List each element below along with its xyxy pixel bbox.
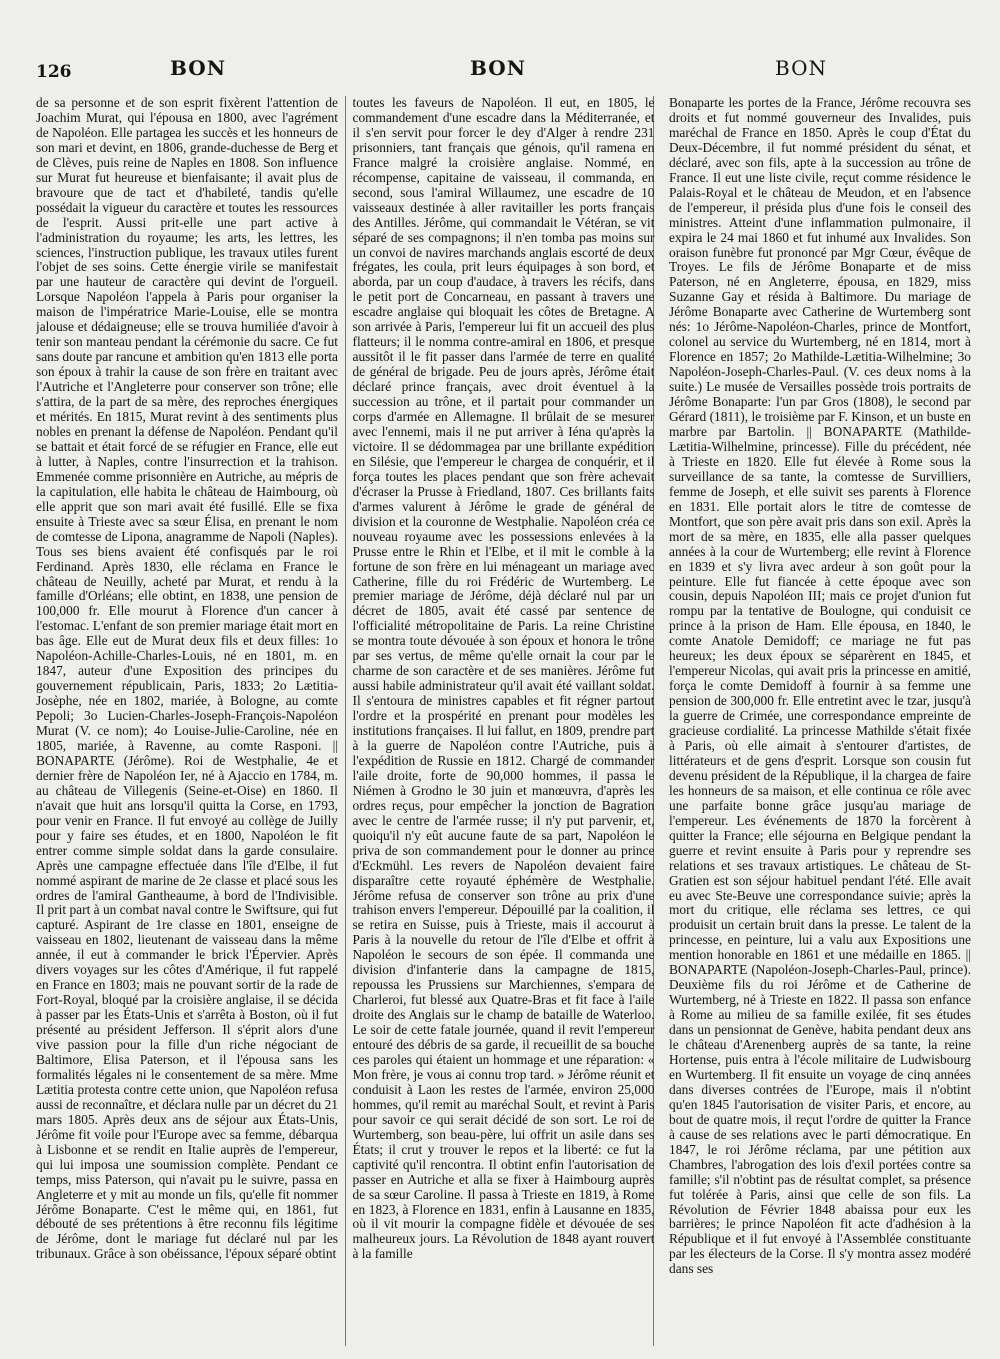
- running-head-right: BON: [775, 56, 827, 80]
- text-columns: [36, 96, 971, 1346]
- column-middle: [353, 96, 655, 1346]
- column-text: Bonaparte les portes de la France, Jérôme recouvra ses droits et fut nommé gouverneur des Invalides, puis maréchal de France en 1850. Après le coup d'État du Deux-Décembre, il fut nommé président du sénat, et déclaré, avec son fils, apte à la succession au trône de France. Il eut une liste civile, reçut comme résidence le Palais-Royal et le château de Meudon, et en l'absence de l'empereur, il présida plus d'une fois le conseil des ministres. Atteint d'une inflammation pulmonaire, il expira le 24 mai 1860 et fut inhumé aux Invalides. Son oraison funèbre fut prononcé par Mgr Cœur, évêque de Troyes. Le fils de Jérôme Bonaparte et de miss Paterson, né en Angleterre, épousa, en 1829, miss Suzanne Gay et résida à Baltimore. Du mariage de Jérôme Bonaparte avec Catherine de Wurtemberg sont nés: 1o Jérôme-Napoléon-Charles, prince de Montfort, colonel au service du Wurtemberg, né en 1814, mort à Florence en 1857; 2o Mathilde-Lætitia-Wilhelmine; 3o Napoléon-Joseph-Charles-Paul. (V. ces deux noms à la suite.) Le musée de Versailles possède trois portraits de Jérôme Bonaparte: l'un par Gros (1808), le second par Gérard (1811), le troisième par F. Kinson, et un buste en marbre par Bartolin. || BONAPARTE (Mathilde-Lætitia-Wilhelmine, princesse). Fille du précédent, née à Trieste en 1820. Elle fut élevée à Rome sous la surveillance de sa tante, la comtesse de Survilliers, femme de Joseph, et elle suivit ses parents à Florence en 1831. Elle portait alors le titre de comtesse de Montfort, que son père avait pris dans son exil. Après la mort de sa mère, en 1835, elle alla passer quelques années à la cour de Wurtemberg; elle revint à Florence en 1839 et s'y livra avec ardeur à son goût pour la peinture. Elle fut fiancée à cette époque avec son cousin, depuis Napoléon III; mais ce projet d'union fut rompu par la tentative de Boulogne, qui conduisit ce prince à la prison de Ham. Elle épousa, en 1840, le comte Anatole Demidoff; ce mariage ne fut pas heureux; les deux époux se séparèrent en 1845, et l'empereur Nicolas, qui avait pris la princesse en amitié, força le comte Demidoff à fournir à sa femme une pension de 300,000 fr. Elle entretint avec le tzar, jusqu'à la guerre de Crimée, une correspondance empreinte de gracieuse cordialité. La princesse Mathilde s'était fixée à Paris, où elle aimait à s'entourer d'artistes, de littérateurs et de gens d'esprit. Lorsque son cousin fut devenu président de la République, il la chargea de faire les honneurs de sa maison, et elle continua ce rôle avec une parfaite bonne grâce jusqu'au mariage de l'empereur. Les événements de 1870 la forcèrent à quitter la France; elle séjourna en Belgique pendant la guerre et revint ensuite à Paris pour y reprendre ses relations et ses travaux artistiques. Le château de St-Gratien est son séjour habituel pendant l'été. Elle avait eu avec Ste-Beuve une correspondance suivie; après la mort du critique, elle réclama ses lettres, ce qui produisit un certain bruit dans la presse. Le talent de la princesse, en peinture, lui a valu aux Expositions une mention honorable en 1861 et une médaille en 1865. || BONAPARTE (Napoléon-Joseph-Charles-Paul, prince). Deuxième fils du roi Jérôme et de Catherine de Wurtemberg, né à Trieste en 1822. Il passa son enfance à Rome au milieu de sa famille exilée, fit ses études dans un pensionnat de Genève, habita pendant deux ans le château d'Arenenberg auprès de sa tante, la reine Hortense, puis entra à l'école militaire de Ludwisbourg en Wurtemberg. Il fit ensuite un voyage de cinq années dans diverses contrées de l'Europe, mais il n'obtint qu'en 1845 l'autorisation de visiter Paris, et encore, au bout de quatre mois, il reçut l'ordre de quitter la France à cause de ses relations avec le parti démocratique. En 1847, le roi Jérôme réclama, par une pétition aux Chambres, l'abrogation des lois d'exil portées contre sa famille; s'il n'obtint pas de résultat complet, sa présence fut tolérée à Paris, ainsi que celle de son fils. La Révolution de Février 1848 abaissa pour eux les barrières; le prince Napoléon fit acte d'adhésion à la République et il fut envoyé à l'Assemblée constituante par les électeurs de la Corse. Il s'y montra assez modéré dans ses: [669, 96, 971, 1277]
- page-number: 126: [36, 62, 72, 82]
- running-head-left: BON: [170, 56, 226, 80]
- column-text: toutes les faveurs de Napoléon. Il eut, en 1805, le commandement d'une escadre dans la Méditerranée, et il s'en servit pour forcer le dey d'Alger à rendre 231 prisonniers, tant français que génois, qu'il ramena en France malgré la croisière anglaise. Nommé, en récompense, capitaine de vaisseau, il commanda, en second, sous l'amiral Willaumez, une escadre de 10 vaisseaux destinée à aller ravitailler les ports français des Antilles. Jérôme, qui commandait le Vétéran, se vit séparé de ses compagnons; il n'en tomba pas moins sur un convoi de navires marchands anglais escorté de deux frégates, les coula, prit leurs équipages à son bord, et aborda, par un coup d'audace, à travers les récifs, dans le petit port de Concarneau, en passant à travers une escadre anglaise qui bloquait les côtes de Bretagne. A son arrivée à Paris, l'empereur lui fit un accueil des plus flatteurs; il le nomma contre-amiral en 1806, et presque aussitôt il le fit passer dans l'armée de terre en qualité de général de brigade. Peu de jours après, Jérôme était déclaré prince français, avec droit éventuel à la succession au trône, et il partait pour commander un corps d'armée en Allemagne. Il brûlait de se mesurer avec l'ennemi, mais il ne put arriver à Iéna qu'après la victoire. Il se dédommagea par une brillante expédition en Silésie, que l'empereur le chargea de conquérir, et il força toutes les places pendant que son frère achevait d'écraser la Prusse à Friedland, 1807. Ces brillants faits d'armes valurent à Jérôme le grade de général de division et la couronne de Westphalie. Napoléon créa ce nouveau royaume avec les possessions enlevées à la Prusse entre le Rhin et l'Elbe, et il mit le comble à la fortune de son frère en lui ménageant un mariage avec Catherine, fille du roi Frédéric de Wurtemberg. Le premier mariage de Jérôme, déjà déclaré nul par un décret de 1805, avait été cassé par sentence de l'officialité métropolitaine de Paris. La reine Christine se montra toute dévouée à son époux et honora le trône par ses vertus, de même qu'elle ornait la cour par le charme de son caractère et de ses manières. Jérôme fut aussi habile administrateur qu'il avait été vaillant soldat. Il s'entoura de ministres capables et fit régner partout l'ordre et la prospérité en prenant pour modèles les institutions françaises. Il lui fallut, en 1809, prendre part à la guerre de Napoléon contre l'Autriche, puis à l'expédition de Russie en 1812. Chargé de commander l'aile droite, forte de 90,000 hommes, il passa le Niémen à Grodno le 30 juin et manœuvra, d'après les ordres reçus, pour empêcher la jonction de Bagration avec le centre de l'armée russe; il n'y put parvenir, et, quoiqu'il n'y eût aucune faute de sa part, Napoléon le priva de son commandement pour le donner au prince d'Eckmühl. Les revers de Napoléon devaient faire disparaître cette royauté éphémère de Westphalie. Jérôme refusa de conserver son trône au prix d'une trahison envers l'empereur. Dépouillé par la coalition, il se retira en Suisse, puis à Trieste, mais il accourut à Paris à la nouvelle du retour de l'île d'Elbe et offrit à Napoléon le secours de son épée. Il commanda une division d'infanterie dans la campagne de 1815, repoussa les Prussiens sur Marchiennes, s'empara de Charleroi, fut blessé aux Quatre-Bras et fit face à l'aile droite des Anglais sur le champ de bataille de Waterloo. Le soir de cette fatale journée, quand il revit l'empereur entouré des débris de sa garde, il recueillit de sa bouche ces paroles qui étaient un hommage et une réparation: « Mon frère, je vous ai connu trop tard. » Jérôme réunit et conduisit à Laon les restes de l'armée, environ 25,000 hommes, qu'il remit au maréchal Soult, et revint à Paris pour savoir ce qui serait décidé de son sort. Le roi de Wurtemberg, son beau-père, lui offrit un asile dans ses États; il crut y trouver le repos et la liberté: ce fut la captivité qu'il rencontra. Il obtint enfin l'autorisation de passer en Autriche et alla se fixer à Haimbourg auprès de sa sœur Caroline. Il passa à Trieste en 1819, à Rome en 1823, à Florence en 1831, enfin à Lausanne en 1835, où il vit mourir la compagne fidèle et dévouée de ses malheureux jours. La Révolution de 1848 ayant rouvert à la famille: [352, 96, 655, 1262]
- column-left: [36, 96, 338, 1346]
- column-text: de sa personne et de son esprit fixèrent l'attention de Joachim Murat, qui l'épousa en 1800, avec l'agrément de Napoléon. Elle partagea les succès et les honneurs de son mari et devint, en 1806, grande-duchesse de Berg et de Clèves, puis reine de Naples en 1808. Son influence sur Murat fut heureuse et bienfaisante; il avait plus de bravoure que de tact et d'habileté, tandis qu'elle possédait la vigueur du caractère et toutes les ressources de l'esprit. Aussi prit-elle une part active à l'administration du royaume; les arts, les lettres, les sciences, l'instruction publique, les travaux utiles furent l'objet de ses soins. Cette énergie virile se manifestait par une hauteur de caractère qui devint de l'orgueil. Lorsque Napoléon l'appela à Paris pour organiser la maison de l'impératrice Marie-Louise, elle se montra jalouse et dédaigneuse; elle se trouva humiliée d'avoir à tenir son manteau pendant la cérémonie du sacre. Ce fut sans doute par rancune et ambition qu'en 1813 elle porta son époux à trahir la cause de son frère en traitant avec l'Autriche et l'Angleterre pour conserver son trône; elle s'attira, de la part de sa mère, des reproches énergiques et mérités. En 1815, Murat revint à des sentiments plus nobles en prenant la défense de Napoléon. Pendant qu'il se battait et était forcé de se réfugier en France, elle eut à lutter, à Naples, contre l'insurrection et la trahison. Emmenée comme prisonnière en Autriche, au mépris de la capitulation, elle habita le château de Haimbourg, où elle apprit que son mari avait été fusillé. Elle se fixa ensuite à Trieste avec sa sœur Élisa, en prenant le nom de comtesse de Lipona, anagramme de Napoli (Naples). Tous ses biens avaient été confisqués par le roi Ferdinand. Après 1830, elle réclama en France le château de Neuilly, acheté par Murat, et rendu à la famille d'Orléans; elle obtint, en 1838, une pension de 100,000 fr. Elle mourut à Florence d'un cancer à l'estomac. L'enfant de son premier mariage était mort en bas âge. Elle eut de Murat deux fils et deux filles: 1o Napoléon-Achille-Charles-Louis, né en 1801, m. en 1847, auteur d'une Exposition des principes du gouvernement républicain, Paris, 1833; 2o Lætitia-Josèphe, née en 1802, mariée, à Bologne, au comte Pepoli; 3o Lucien-Charles-Joseph-François-Napoléon Murat (V. ce nom); 4o Louise-Julie-Caroline, née en 1805, mariée, à Ravenne, au comte Rasponi. || BONAPARTE (Jérôme). Roi de Westphalie, 4e et dernier frère de Napoléon Ier, né à Ajaccio en 1784, m. au château de Villegenis (Seine-et-Oise) en 1860. Il n'avait que huit ans lorsqu'il quitta la Corse, en 1793, pour venir en France. Il fut envoyé au collège de Juilly pour y faire ses études, et en 1800, Napoléon le fit entrer comme simple soldat dans la garde consulaire. Après une campagne effectuée dans l'île d'Elbe, il fut nommé aspirant de marine de 2e classe et placé sous les ordres de l'amiral Gantheaume, à bord de l'Indivisible. Il prit part à un combat naval contre le Swiftsure, qui fut capturé. Aspirant de 1re classe en 1801, enseigne de vaisseau en 1802, lieutenant de vaisseau dans la même année, il eut à commander le brick l'Épervier. Après divers voyages sur les côtes d'Amérique, il fut rappelé en France en 1803; mais ne pouvant sortir de la rade de Fort-Royal, bloqué par la croisière anglaise, il se décida à passer par les États-Unis et s'arrêta à Boston, où il fut présenté au président Jefferson. Il s'éprit alors d'une vive passion pour la fille d'un riche négociant de Baltimore, Elisa Paterson, et il l'épousa sans les formalités légales ni le consentement de sa mère. Mme Lætitia protesta contre cette union, que Napoléon refusa aussi de reconnaître, et déclara nulle par un décret du 21 mars 1805. Après deux ans de séjour aux États-Unis, Jérôme fit voile pour l'Europe avec sa femme, débarqua à Lisbonne et se rendit en Italie auprès de l'empereur, qui lui imposa une soumission complète. Pendant ce temps, miss Paterson, qui n'avait pu le suivre, passa en Angleterre et y mit au monde un fils, qu'elle fit nommer Jérôme Bonaparte. C'est le même qui, en 1861, fut débouté de ses prétentions à être reconnu fils légitime de Jérôme, dont le mariage fut déclaré nul par les tribunaux. Grâce à son obéissance, l'époux séparé obtint: [36, 96, 338, 1262]
- column-right: [669, 96, 971, 1346]
- running-head-center: BON: [470, 56, 526, 80]
- page-header: [0, 52, 1000, 92]
